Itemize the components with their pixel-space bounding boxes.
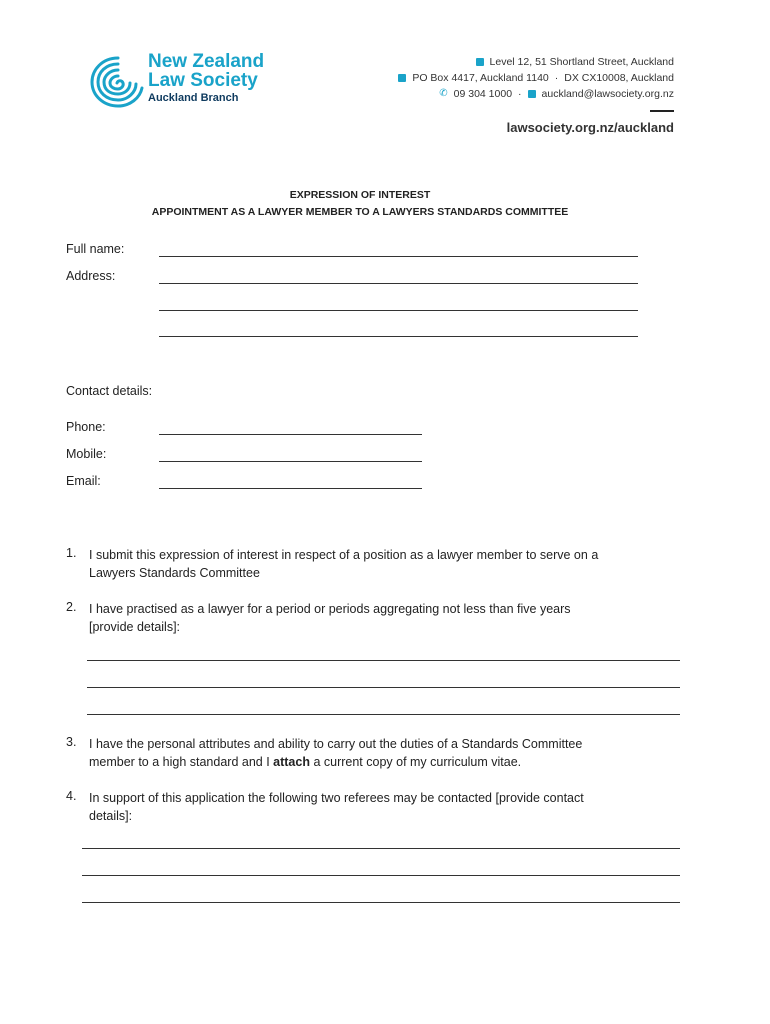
website-link[interactable]: lawsociety.org.nz/auckland [506,120,674,135]
separator-dot: · [554,72,559,84]
contact-block [354,54,674,102]
envelope-icon [528,90,536,98]
address-field-line3[interactable] [159,336,638,337]
referees-field-line2[interactable] [82,875,680,876]
item-text [89,753,689,771]
item-text: In support of this application the following two referees may be contacted [provide contact [89,791,584,805]
item-text: [provide details]: [89,620,181,634]
dx-number: DX CX10008, Auckland [564,72,674,84]
separator-dot: · [518,88,522,100]
po-box: PO Box 4417, Auckland 1140 [412,72,549,84]
email-address[interactable]: auckland@lawsociety.org.nz [541,88,674,100]
logo-text-line2: Law Society [148,70,258,91]
list-item [89,600,689,636]
list-item [89,735,689,771]
address-field-line1[interactable] [159,283,638,284]
email-field[interactable] [159,488,422,489]
referees-field-line1[interactable] [82,848,680,849]
full-name-field[interactable] [159,256,638,257]
header-rule [650,110,674,112]
phone-field[interactable] [159,434,422,435]
item-text: details]: [89,809,133,823]
document-subtitle: APPOINTMENT AS A LAWYER MEMBER TO A LAWYERS STANDARDS COMMITTEE [151,206,569,218]
address-label: Address: [66,269,116,283]
logo [88,50,288,120]
logo-text-branch: Auckland Branch [148,92,239,104]
address-row [354,54,674,70]
phone-icon: ✆ [439,88,448,100]
item-number: 4. [66,789,77,803]
document-title: EXPRESSION OF INTEREST [289,189,431,201]
item-text: Lawyers Standards Committee [89,566,260,580]
email-label: Email: [66,474,101,488]
item-number: 3. [66,735,77,749]
mobile-label: Mobile: [66,447,107,461]
practice-details-field-line3[interactable] [87,714,680,715]
referees-field-line3[interactable] [82,902,680,903]
full-name-label: Full name: [66,242,125,256]
list-item [89,546,689,582]
item-text: I have the personal attributes and ability to carry out the duties of a Standards Committee [89,737,583,751]
phone-label: Phone: [66,420,106,434]
item-number: 1. [66,546,77,560]
mobile-field[interactable] [159,461,422,462]
po-box-row [354,70,674,86]
item-text: I submit this expression of interest in respect of a position as a lawyer member to serve on a [89,548,599,562]
mailbox-icon [398,74,406,82]
item-text-part: a current copy of my curriculum vitae. [309,755,522,769]
koru-swirl-icon [88,50,144,112]
practice-details-field-line2[interactable] [87,687,680,688]
item-text-part: member to a high standard and I [89,755,274,769]
item-text-bold: attach [273,755,310,769]
list-item [89,789,689,825]
contact-details-label: Contact details: [66,384,153,398]
practice-details-field-line1[interactable] [87,660,680,661]
logo-text-line1: New Zealand [148,51,265,72]
item-text: I have practised as a lawyer for a period or periods aggregating not less than five years [89,602,571,616]
street-address: Level 12, 51 Shortland Street, Auckland [489,56,674,68]
building-icon [476,58,484,66]
item-number: 2. [66,600,77,614]
phone-email-row [354,86,674,102]
phone-number: 09 304 1000 [453,88,513,100]
address-field-line2[interactable] [159,310,638,311]
